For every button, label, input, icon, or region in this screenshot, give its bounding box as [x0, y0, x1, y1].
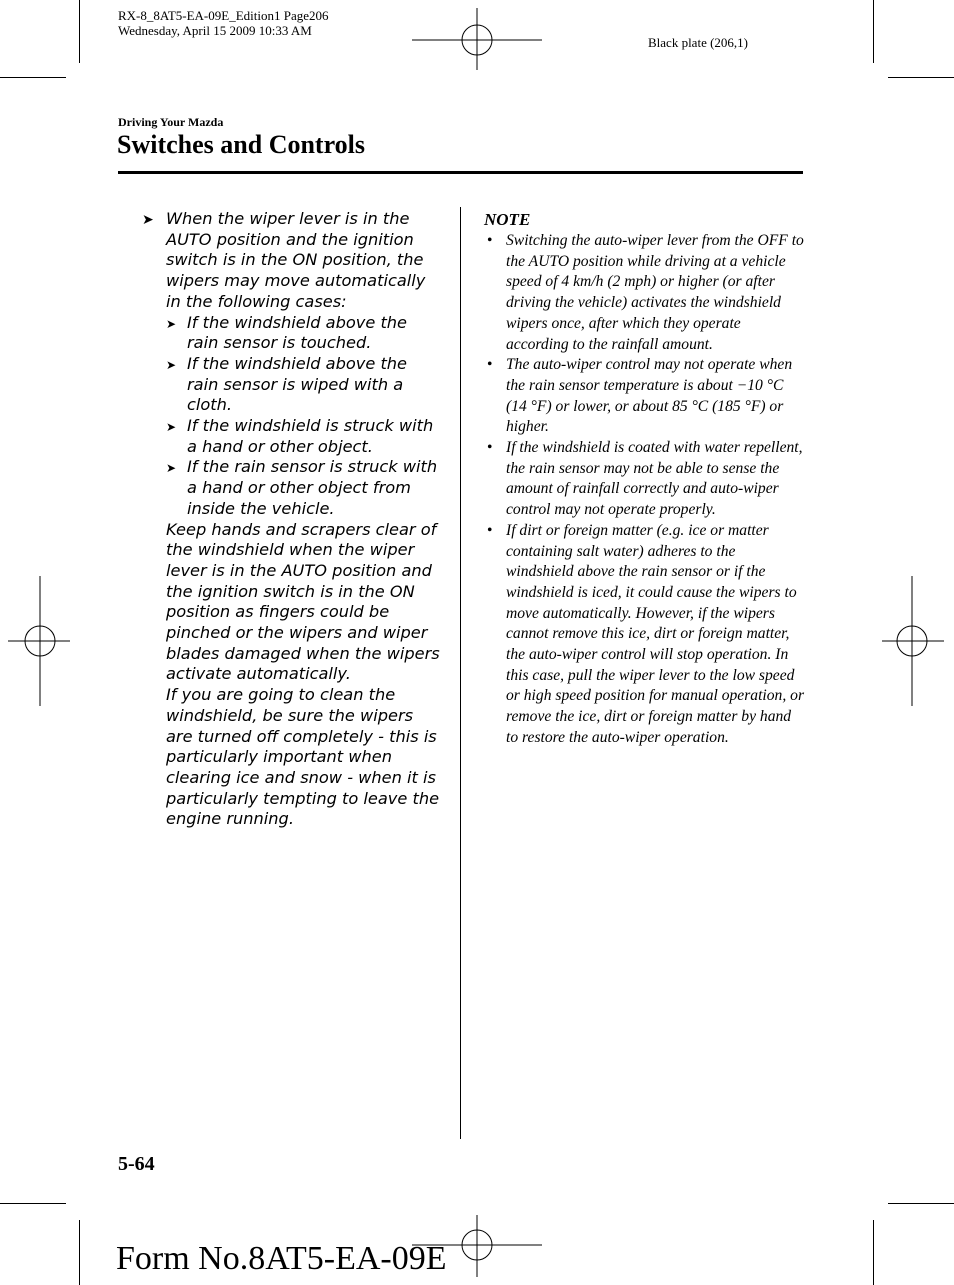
- print-plate: Black plate (206,1): [648, 35, 748, 50]
- form-number: Form No.8AT5-EA-09E: [116, 1240, 447, 1277]
- crop-mark-bottom-right-v: [873, 1220, 874, 1285]
- arrow-bullet-icon: ➤: [166, 316, 177, 331]
- note-bullet: [484, 438, 806, 521]
- arrow-bullet-icon: ➤: [142, 212, 154, 228]
- registration-mark-left: [8, 576, 70, 706]
- bullet-dot-icon: •: [487, 521, 493, 539]
- note-bullet: [484, 231, 806, 355]
- note-title: NOTE: [484, 210, 531, 229]
- crop-mark-top-right-h: [888, 77, 954, 78]
- section-label: Driving Your Mazda: [118, 115, 224, 129]
- case-item: [140, 457, 440, 519]
- note-bullet: [484, 521, 806, 749]
- case-item: [140, 416, 440, 457]
- caution-paragraph-hands: Keep hands and scrapers clear of the windshield when the wiper lever is in the AUTO position and the ignition switch is in the ON position as fingers could be pinched or the wipers and wiper blades damaged when the wipers activate automatically.: [166, 519, 440, 684]
- note-column: [484, 209, 806, 749]
- bullet-dot-icon: •: [487, 439, 493, 457]
- case-text: If the windshield is struck with a hand or other object.: [187, 416, 434, 456]
- case-item: [140, 313, 440, 354]
- crop-mark-top-right-v: [873, 0, 874, 63]
- left-column: [140, 209, 440, 830]
- print-date-line: Wednesday, April 15 2009 10:33 AM: [118, 23, 312, 38]
- note-bullet-text: The auto-wiper control may not operate when the rain sensor temperature is about −10 °C (14 °F) or lower, or about 85 °C (185 °F) or higher.: [506, 356, 793, 436]
- arrow-bullet-icon: ➤: [166, 420, 177, 435]
- case-item: [140, 354, 440, 416]
- arrow-bullet-icon: ➤: [166, 357, 177, 372]
- note-bullet-text: If dirt or foreign matter (e.g. ice or matter containing salt water) adheres to the windshield above the rain sensor or if the windshield is iced, it could cause the wipers to move automatically. However, if the wipers cannot remove this ice, dirt or foreign matter, the auto-wiper control will stop operation. In this case, pull the wiper lever to the low speed or high speed position for manual operation, or remove the ice, dirt or foreign matter by hand to restore the auto-wiper operation.: [506, 521, 805, 746]
- column-divider: [460, 207, 461, 1139]
- wiper-auto-item: [140, 209, 440, 313]
- note-bullet-text: Switching the auto-wiper lever from the OFF to the AUTO position while driving at a vehicle speed of 4 km/h (2 mph) or higher (or after driving the vehicle) activates the windshield wipers once, after which they operate according to the rainfall amount.: [506, 232, 804, 353]
- bullet-dot-icon: •: [487, 356, 493, 374]
- caution-paragraph-cleaning: If you are going to clean the windshield, be sure the wipers are turned off completely - this is particularly important when clearing ice and snow - when it is particularly tempting to leave the engine running.: [166, 685, 440, 829]
- crop-mark-top-left-h: [0, 77, 66, 78]
- registration-mark-right: [882, 576, 944, 706]
- case-text: If the windshield above the rain sensor is wiped with a cloth.: [187, 353, 408, 415]
- registration-mark-top: [412, 8, 542, 70]
- note-bullet: [484, 355, 806, 438]
- page-title: Switches and Controls: [117, 130, 366, 159]
- crop-mark-bottom-left-h: [0, 1203, 66, 1204]
- title-rule: [118, 171, 803, 174]
- crop-mark-top-left-v: [79, 0, 80, 63]
- case-text: If the windshield above the rain sensor is touched.: [187, 312, 408, 353]
- page-number: 5-64: [118, 1153, 155, 1175]
- case-text: If the rain sensor is struck with a hand or other object from inside the vehicle.: [187, 457, 438, 518]
- arrow-bullet-icon: ➤: [166, 461, 177, 476]
- crop-mark-bottom-right-h: [888, 1203, 954, 1204]
- note-bullet-text: If the windshield is coated with water repellent, the rain sensor may not be able to sense the amount of rainfall correctly and auto-wiper control may not operate properly.: [506, 439, 803, 519]
- wiper-auto-text: When the wiper lever is in the AUTO position and the ignition switch is in the ON position, the wipers may move automatically in the following cases:: [166, 209, 426, 311]
- bullet-dot-icon: •: [487, 232, 493, 249]
- print-file-line: RX-8_8AT5-EA-09E_Edition1 Page206: [118, 8, 329, 23]
- crop-mark-bottom-left-v: [79, 1220, 80, 1285]
